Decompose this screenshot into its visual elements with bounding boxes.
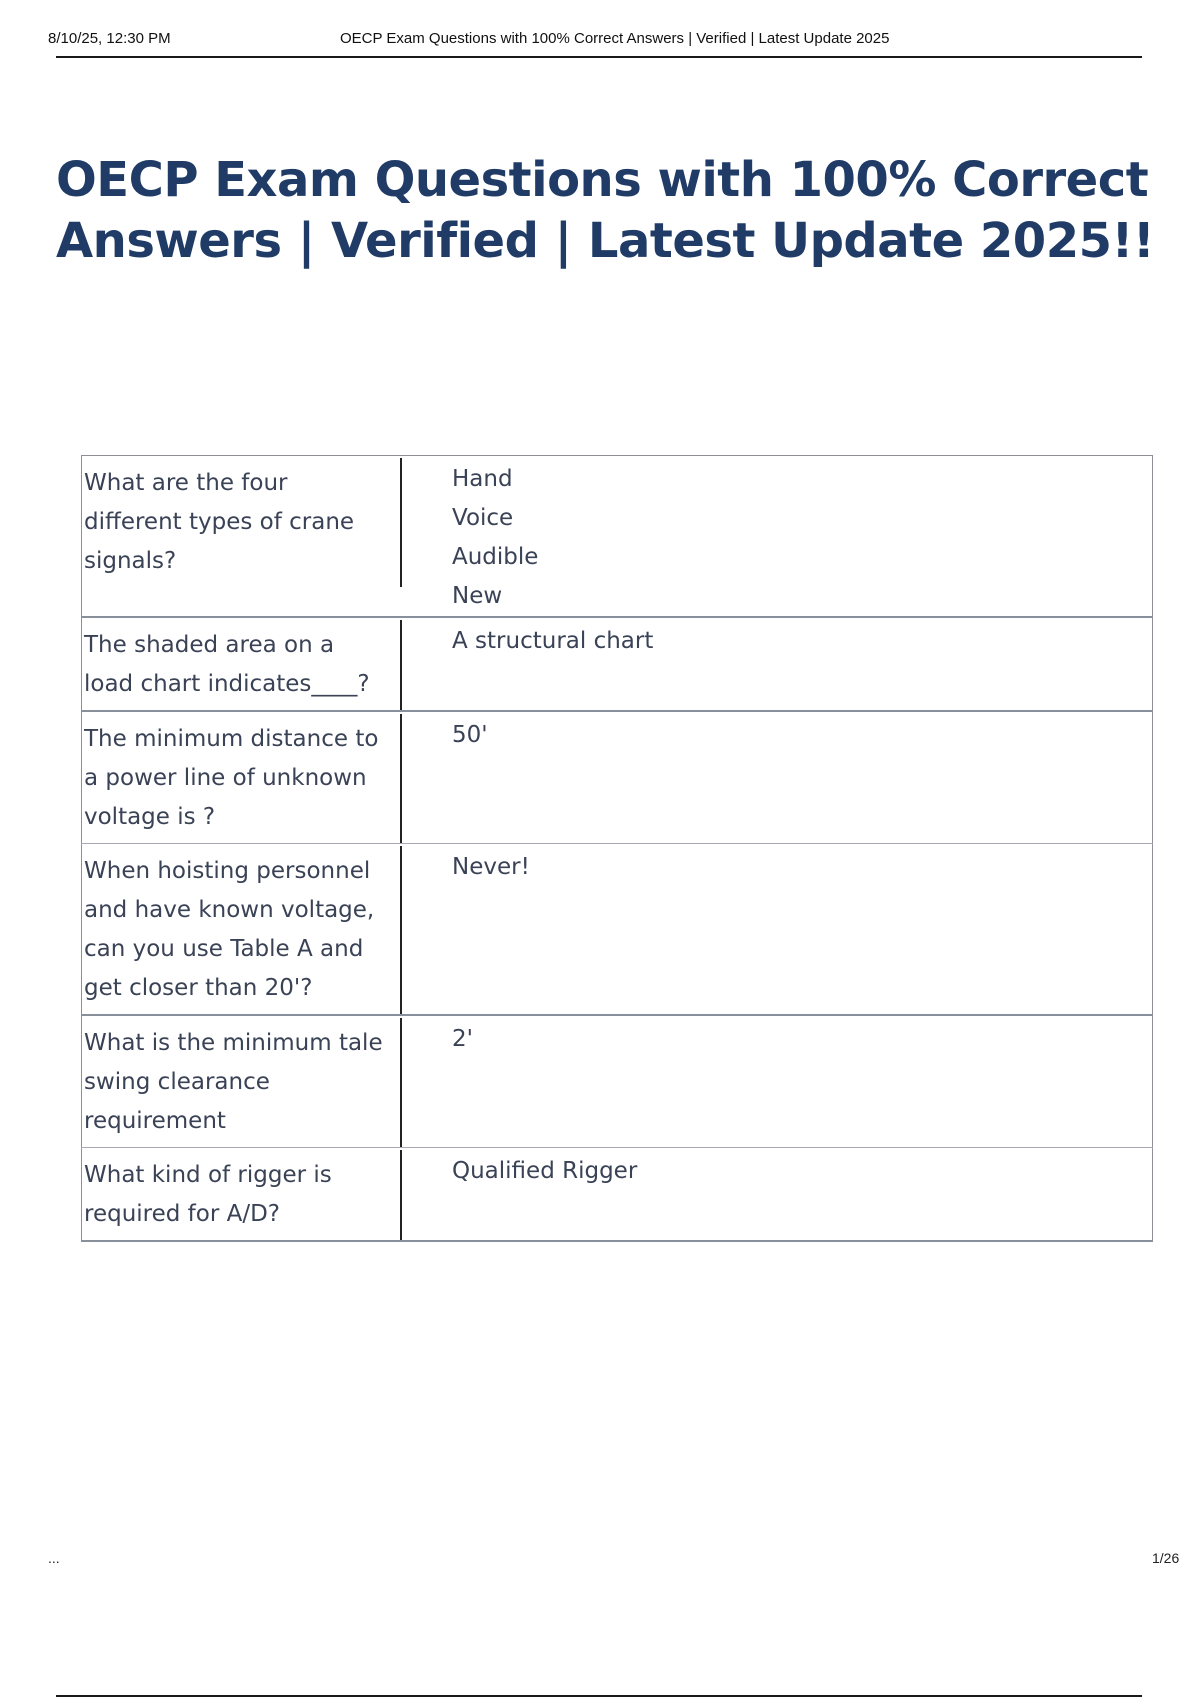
qa-row — [82, 1015, 1153, 1148]
question-text: The shaded area on a load chart indicates____? — [82, 620, 402, 710]
answer-text: Voice — [452, 505, 514, 531]
answer-text: Hand — [452, 466, 513, 492]
answer-text: New — [452, 583, 503, 609]
question-text: What kind of rigger is required for A/D? — [82, 1150, 402, 1240]
header-divider — [56, 56, 1142, 58]
qa-row — [82, 617, 1153, 711]
question-text: The minimum distance to a power line of unknown voltage is ? — [82, 714, 402, 843]
question-cell — [82, 1148, 403, 1242]
answer-cell — [402, 844, 1153, 1016]
question-cell — [82, 456, 403, 618]
question-cell — [82, 711, 403, 844]
qa-row — [82, 1148, 1153, 1242]
page-indicator: 1/26 — [1152, 1550, 1180, 1566]
question-cell — [82, 617, 403, 711]
answer-text: 2' — [452, 1026, 473, 1052]
print-header — [0, 28, 1200, 52]
qa-row — [82, 844, 1153, 1016]
answer-cell — [402, 711, 1153, 844]
answer-text: Audible — [452, 544, 539, 570]
answer-text: 50' — [452, 722, 488, 748]
question-text: What is the minimum tale swing clearance requirement — [82, 1018, 402, 1147]
print-page-title: OECP Exam Questions with 100% Correct Answers | Verified | Latest Update 2025 — [340, 30, 890, 47]
question-cell — [82, 844, 403, 1016]
answer-cell — [402, 1148, 1153, 1242]
question-cell — [82, 1015, 403, 1148]
qa-table — [81, 455, 1153, 1242]
answer-cell — [402, 456, 1153, 618]
answer-text: A structural chart — [452, 628, 654, 654]
qa-row — [82, 456, 1153, 618]
footer-divider — [56, 1695, 1142, 1697]
print-datetime: 8/10/25, 12:30 PM — [48, 30, 171, 47]
answer-text: Never! — [452, 854, 530, 880]
print-footer-left: ... — [48, 1550, 60, 1566]
answer-cell — [402, 1015, 1153, 1148]
qa-row — [82, 711, 1153, 844]
document-title: OECP Exam Questions with 100% Correct Answers | Verified | Latest Update 2025!! — [56, 152, 1155, 269]
question-text: What are the four different types of crane signals? — [82, 458, 402, 587]
answer-text: Qualified Rigger — [452, 1158, 638, 1184]
qa-table-body — [82, 456, 1153, 1242]
answer-cell — [402, 617, 1153, 711]
question-text: When hoisting personnel and have known voltage, can you use Table A and get closer than 20'? — [82, 846, 402, 1014]
